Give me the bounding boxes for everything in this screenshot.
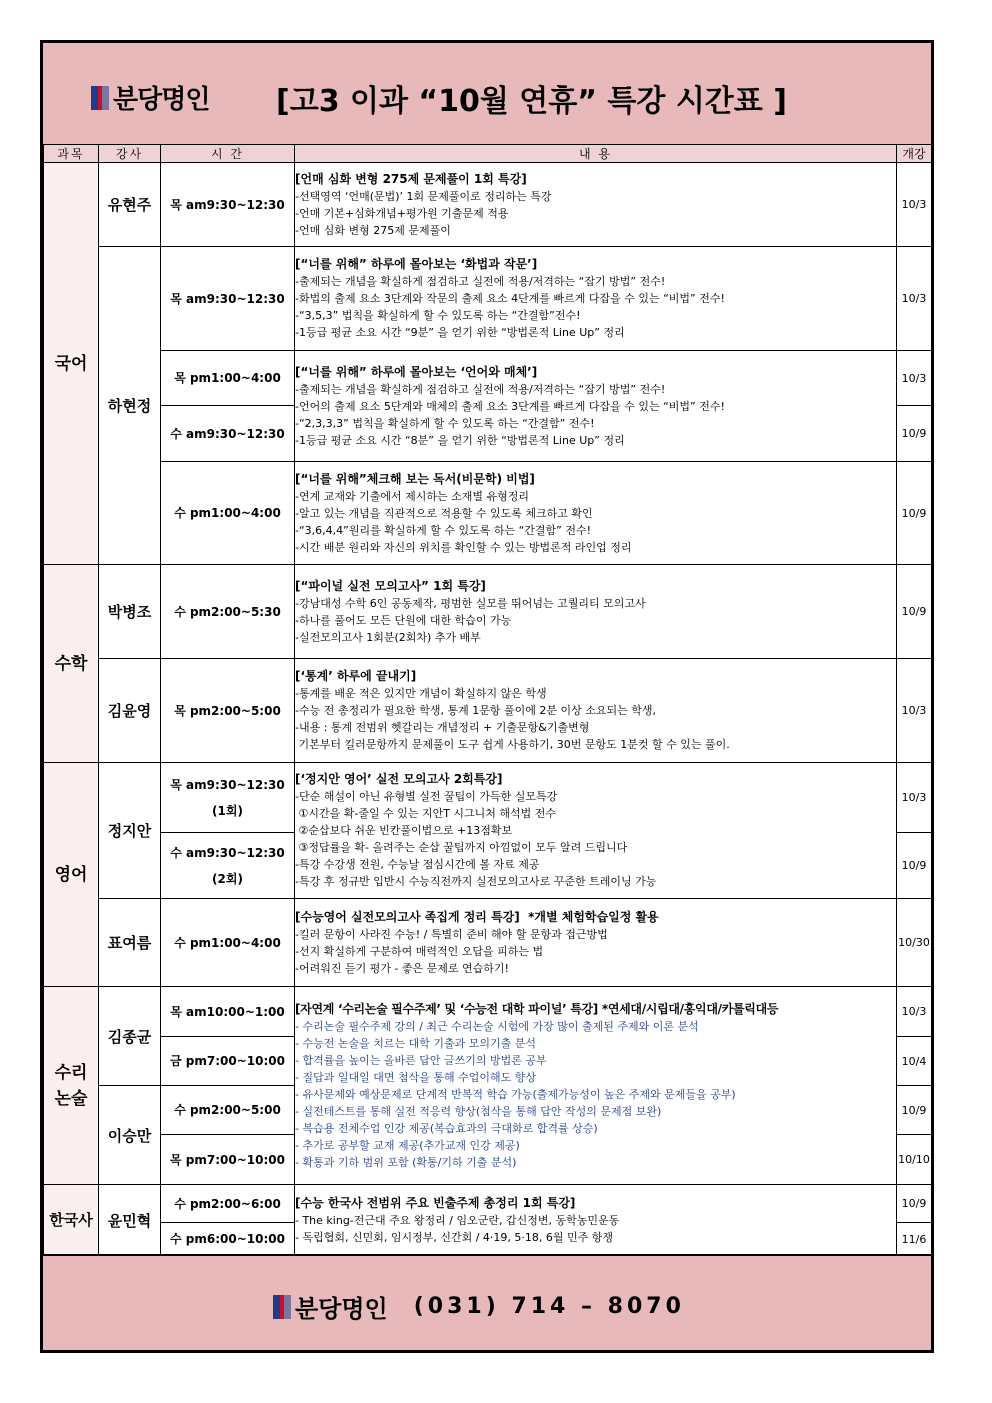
class-time-label: 수 am9:30~12:30: [170, 845, 285, 860]
course-line: 기본부터 킬러문항까지 문제풀이 도구 쉽게 사용하기, 30번 문항도 1분컷 할 수 있는 풀이.: [295, 738, 730, 751]
table-row: [44, 462, 932, 565]
course-title: [수능 한국사 전범위 주요 빈출주제 총정리 1회 특강]: [295, 1195, 576, 1210]
course-line: -출제되는 개념을 확실하게 점검하고 실전에 적용/저격하는 “잡기 방법” 전수!: [295, 275, 666, 288]
course-line: ③정답률을 확- 올려주는 순삽 꿀팁까지 아낌없이 모두 알려 드립니다: [295, 841, 628, 854]
subject-english: 영어: [44, 763, 99, 987]
course-line: -어려워진 듣기 평가 - 좋은 문제로 연습하기!: [295, 961, 509, 975]
footer-brand: 분당명인: [295, 1295, 388, 1323]
col-subject: 과목: [44, 145, 99, 163]
class-time: 목 pm7:00~10:00: [161, 1135, 295, 1185]
start-date: 10/3: [897, 659, 932, 763]
course-title: [‘통계’ 하루에 끝내기]: [295, 669, 417, 683]
page-title: [고3 이과 “10월 연휴” 특강 시간표 ]: [276, 84, 787, 119]
session-label: (1회): [212, 803, 243, 818]
course-content: [295, 247, 897, 351]
teacher: 이승만: [99, 1086, 161, 1185]
table-row: [44, 763, 932, 833]
table-row: [44, 351, 932, 406]
course-line: - 실전테스트를 통해 실전 적응력 향상(첨삭을 통해 답안 작성의 문제점 보완): [295, 1104, 662, 1118]
teacher: 표여름: [99, 899, 161, 987]
class-time: 수 pm2:00~6:00: [161, 1185, 295, 1223]
course-content: [295, 462, 897, 565]
class-time: 수 pm2:00~5:30: [161, 565, 295, 659]
start-date: 10/3: [897, 163, 932, 247]
course-content: [295, 899, 897, 987]
footer-banner: [43, 1254, 931, 1350]
class-time: 목 pm1:00~4:00: [161, 351, 295, 406]
course-line: -단순 해설이 아닌 유형별 실전 꿀팁이 가득한 실모특강: [295, 790, 558, 803]
course-line: - 복습용 전체수업 인강 제공(복습효과의 극대화로 합격률 상승): [295, 1121, 598, 1135]
table-row: [44, 565, 932, 659]
table-row: [44, 1185, 932, 1223]
timetable-frame: [40, 40, 934, 1353]
class-time: 수 am9:30~12:30: [161, 406, 295, 462]
start-date: 10/10: [897, 1135, 932, 1185]
table-row: [44, 987, 932, 1037]
course-title: [언매 심화 변형 275제 문제풀이 1회 특강]: [295, 171, 527, 186]
course-line: - 수리논술 필수주제 강의 / 최근 수리논술 시험에 가장 많이 출제된 주제와 이론 분석: [295, 1019, 699, 1033]
class-time: 금 pm7:00~10:00: [161, 1037, 295, 1086]
phone-number: (031) 714 – 8070: [413, 1294, 685, 1319]
header-logo: [91, 79, 209, 116]
course-line: -시간 배분 원리와 자신의 위치를 확인할 수 있는 방법론적 라인업 정리: [295, 540, 632, 554]
start-date: 10/9: [897, 1086, 932, 1135]
class-time: 수 pm1:00~4:00: [161, 462, 295, 565]
course-line: -1등급 평균 소요 시간 “9분” 을 얻기 위한 “방법론적 Line Up” 정리: [295, 326, 625, 339]
class-time: 목 pm2:00~5:00: [161, 659, 295, 763]
teacher: 박병조: [99, 565, 161, 659]
course-content: [295, 163, 897, 247]
table-header-row: [44, 145, 932, 163]
subject-history: 한국사: [44, 1185, 99, 1256]
course-line: -알고 있는 개념을 직관적으로 적용할 수 있도록 체크하고 확인: [295, 506, 593, 520]
start-date: 10/9: [897, 833, 932, 899]
table-row: [44, 899, 932, 987]
course-line: -하나를 풀어도 모든 단원에 대한 학습이 가능: [295, 613, 512, 627]
course-line: -“3,5,3” 법칙을 확실하게 할 수 있도록 하는 “간결함”전수!: [295, 309, 581, 322]
class-time-label: 목 am9:30~12:30: [170, 777, 285, 792]
course-line: -선지 확실하게 구분하여 매력적인 오답을 피하는 법: [295, 944, 544, 958]
teacher: 정지안: [99, 763, 161, 899]
course-line: -1등급 평균 소요 시간 “8분” 을 얻기 위한 “방법론적 Line Up” 정리: [295, 433, 625, 447]
course-content: [295, 987, 897, 1185]
col-content: 내 용: [295, 145, 897, 163]
course-line: -“2,3,3,3” 법칙을 확실하게 할 수 있도록 하는 “간결함” 전수!: [295, 416, 595, 430]
table-row: [44, 247, 932, 351]
course-line: -연계 교재와 기출에서 제시하는 소재별 유형정리: [295, 489, 529, 503]
course-line: -“3,6,4,4”원리를 확실하게 할 수 있도록 하는 “간결함” 전수!: [295, 523, 592, 537]
course-title: [“너를 위해” 하루에 몰아보는 ‘언어와 매체’]: [295, 364, 538, 379]
course-line: -실전모의고사 1회분(2회차) 추가 배부: [295, 630, 481, 644]
course-line: - 추가로 공부할 교재 제공(추가교재 인강 제공): [295, 1138, 520, 1152]
course-content: [295, 565, 897, 659]
class-time: 목 am10:00~1:00: [161, 987, 295, 1037]
course-line: -수능 전 총정리가 필요한 학생, 통계 1문항 풀이에 2분 이상 소요되는 학생,: [295, 704, 656, 717]
subject-essay: 수리 논술: [44, 987, 99, 1185]
course-line: - 확통과 기하 범위 포함 (확통/기하 기출 분석): [295, 1155, 517, 1169]
course-line: -출제되는 개념을 확실하게 점검하고 실전에 적용/저격하는 “잡기 방법” 전수!: [295, 382, 666, 396]
class-time: 수 pm2:00~5:00: [161, 1086, 295, 1135]
course-line: -언매 기본+심화개념+평가원 기출문제 적용: [295, 206, 509, 220]
class-time: [161, 763, 295, 833]
teacher: 김윤영: [99, 659, 161, 763]
logo-icon: [273, 1295, 291, 1319]
start-date: 10/3: [897, 247, 932, 351]
start-date: 11/6: [897, 1223, 932, 1256]
logo-icon: [91, 86, 109, 110]
course-line: -내용 : 통계 전범위 헷갈리는 개념정리 + 기출문항&기출변형: [295, 721, 590, 734]
footer-logo: [273, 1289, 685, 1324]
course-title: [“너를 위해” 하루에 몰아보는 ‘화법과 작문’]: [295, 257, 538, 271]
course-title: [수능영어 실전모의고사 족집게 정리 특강] *개별 체험학습일정 활용: [295, 909, 659, 924]
course-content: [295, 659, 897, 763]
header-brand: 분당명인: [113, 85, 210, 115]
teacher: 하현정: [99, 247, 161, 565]
class-time: 목 am9:30~12:30: [161, 163, 295, 247]
course-line: -특강 수강생 전원, 수능날 점심시간에 볼 자료 제공: [295, 858, 540, 871]
course-line: -특강 후 정규반 입반시 수능직전까지 실전모의고사로 꾸준한 트레이닝 가능: [295, 875, 657, 888]
course-line: -킬러 문항이 사라진 수능! / 특별히 준비 해야 할 문항과 접근방법: [295, 927, 608, 941]
course-title: [‘정지안 영어’ 실전 모의고사 2회특강]: [295, 772, 503, 786]
course-line: -언매 심화 변형 275제 문제풀이: [295, 223, 451, 237]
teacher: 윤민혁: [99, 1185, 161, 1256]
course-line: - 합격률을 높이는 올바른 답안 글쓰기의 방법론 공부: [295, 1053, 547, 1067]
start-date: 10/9: [897, 462, 932, 565]
course-line: -언어의 출제 요소 5단계와 매체의 출제 요소 3단계를 빠르게 다잡을 수 있는 “비법” 전수!: [295, 399, 725, 413]
course-content: [295, 351, 897, 462]
class-time: 수 pm1:00~4:00: [161, 899, 295, 987]
course-line: ①시간을 확-줄일 수 있는 지안T 시그니처 해석법 전수: [295, 807, 557, 820]
course-line: - 유사문제와 예상문제로 단계적 반복적 학습 가능(출제가능성이 높은 주제와 문제들을 공부): [295, 1087, 736, 1101]
course-title: [“너를 위해”체크해 보는 독서(비문학) 비법]: [295, 471, 535, 486]
class-time: 목 am9:30~12:30: [161, 247, 295, 351]
course-line: -통계를 배운 적은 있지만 개념이 확실하지 않은 학생: [295, 687, 547, 700]
course-title: [“파이널 실전 모의고사” 1회 특강]: [295, 578, 486, 593]
col-teacher: 강사: [99, 145, 161, 163]
course-line: -선택영역 ‘언매(문법)’ 1회 문제풀이로 정리하는 특강: [295, 189, 552, 203]
start-date: 10/30: [897, 899, 932, 987]
course-content: [295, 763, 897, 899]
class-time: [161, 833, 295, 899]
teacher: 유현주: [99, 163, 161, 247]
subject-korean: 국어: [44, 163, 99, 565]
subject-math: 수학: [44, 565, 99, 763]
start-date: 10/3: [897, 987, 932, 1037]
course-line: - The king-전근대 주요 왕정리 / 임오군란, 갑신정변, 동학농민운동: [295, 1213, 620, 1227]
start-date: 10/9: [897, 565, 932, 659]
table-row: [44, 659, 932, 763]
col-start: 개강: [897, 145, 932, 163]
course-line: - 독립협회, 신민회, 임시정부, 신간회 / 4·19, 5·18, 6월 민주 항쟁: [295, 1230, 613, 1244]
header-banner: [43, 43, 931, 146]
start-date: 10/3: [897, 351, 932, 406]
course-title: [자연계 ‘수리논술 필수주제’ 및 ‘수능전 대학 파이널’ 특강] *연세대/시립대/홍익대/카톨릭대등: [295, 1001, 779, 1016]
course-line: -강남대성 수학 6인 공동제작, 평범한 실모를 뛰어넘는 고퀄리티 모의고사: [295, 596, 646, 610]
start-date: 10/9: [897, 1185, 932, 1223]
table-row: [44, 163, 932, 247]
course-line: - 수능전 논술을 치르는 대학 기출과 모의기출 분석: [295, 1036, 536, 1050]
course-line: ②순삽보다 쉬운 빈칸풀이법으로 +13점확보: [295, 824, 513, 837]
col-time: 시 간: [161, 145, 295, 163]
course-content: [295, 1185, 897, 1256]
schedule-table: [43, 144, 932, 1256]
course-line: -화법의 출제 요소 3단계와 작문의 출제 요소 4단계를 빠르게 다잡을 수 있는 “비법” 전수!: [295, 292, 725, 305]
start-date: 10/4: [897, 1037, 932, 1086]
course-line: - 질답과 일대일 대면 첨삭을 통해 수업이해도 향상: [295, 1070, 536, 1084]
teacher: 김종균: [99, 987, 161, 1086]
session-label: (2회): [212, 871, 243, 886]
class-time: 수 pm6:00~10:00: [161, 1223, 295, 1256]
start-date: 10/3: [897, 763, 932, 833]
start-date: 10/9: [897, 406, 932, 462]
